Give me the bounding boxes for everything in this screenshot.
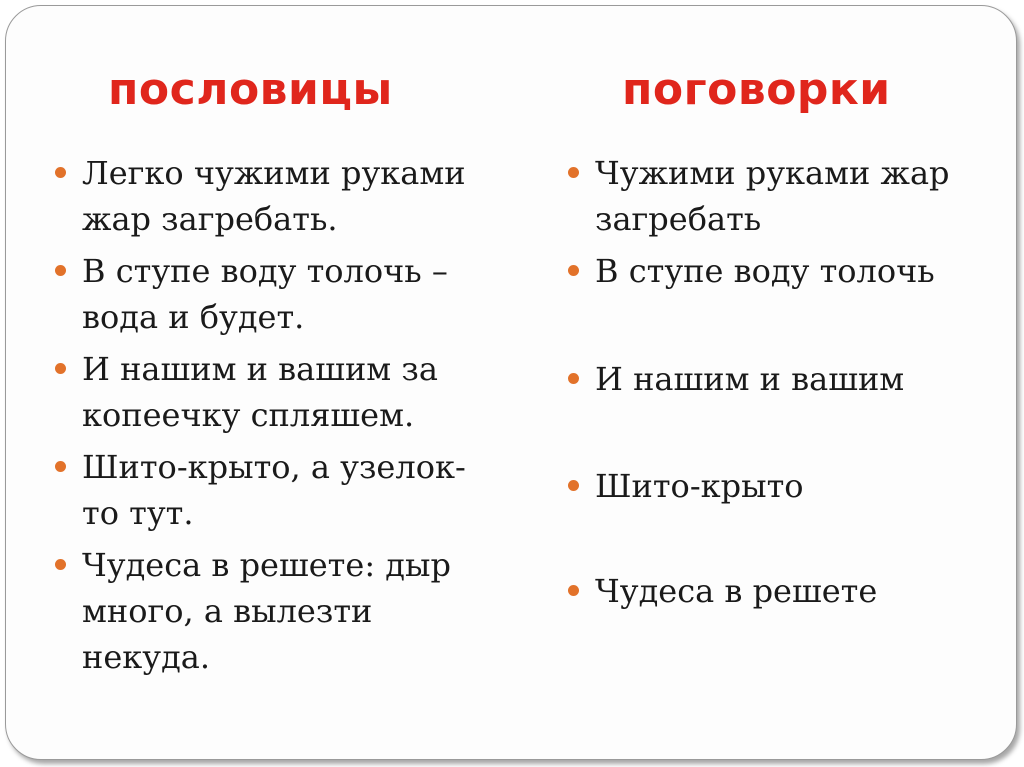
bullet-icon	[55, 265, 66, 276]
saying-item	[568, 463, 968, 509]
bullet-icon	[568, 373, 579, 384]
sayings-heading: поговорки	[622, 64, 891, 115]
proverb-text: Легко чужими руками жар загребать.	[82, 154, 466, 238]
bullet-icon	[568, 480, 579, 491]
proverbs-heading: пословицы	[108, 64, 393, 115]
saying-text: В ступе воду толочь	[595, 252, 935, 290]
proverb-item	[55, 346, 475, 438]
bullet-icon	[568, 167, 579, 178]
proverb-text: И нашим и вашим за копеечку спляшем.	[82, 350, 438, 434]
saying-text: Шито-крыто	[595, 467, 804, 505]
proverb-item	[55, 542, 475, 680]
saying-text: И нашим и вашим	[595, 360, 905, 398]
proverb-text: В ступе воду толочь – вода и будет.	[82, 252, 448, 336]
proverb-item	[55, 248, 475, 340]
proverb-text: Чудеса в решете: дыр много, а вылезти некуда.	[82, 546, 451, 676]
saying-text: Чудеса в решете	[595, 572, 878, 610]
saying-text: Чужими руками жар загребать	[595, 154, 950, 238]
bullet-icon	[55, 559, 66, 570]
saying-item	[568, 150, 968, 242]
proverb-text: Шито-крыто, а узелок-то тут.	[82, 448, 466, 532]
bullet-icon	[55, 167, 66, 178]
saying-item	[568, 568, 968, 614]
proverb-item	[55, 444, 495, 536]
saying-item	[568, 356, 968, 402]
proverb-item	[55, 150, 475, 242]
bullet-icon	[568, 265, 579, 276]
bullet-icon	[55, 363, 66, 374]
bullet-icon	[568, 585, 579, 596]
bullet-icon	[55, 461, 66, 472]
saying-item	[568, 248, 968, 294]
